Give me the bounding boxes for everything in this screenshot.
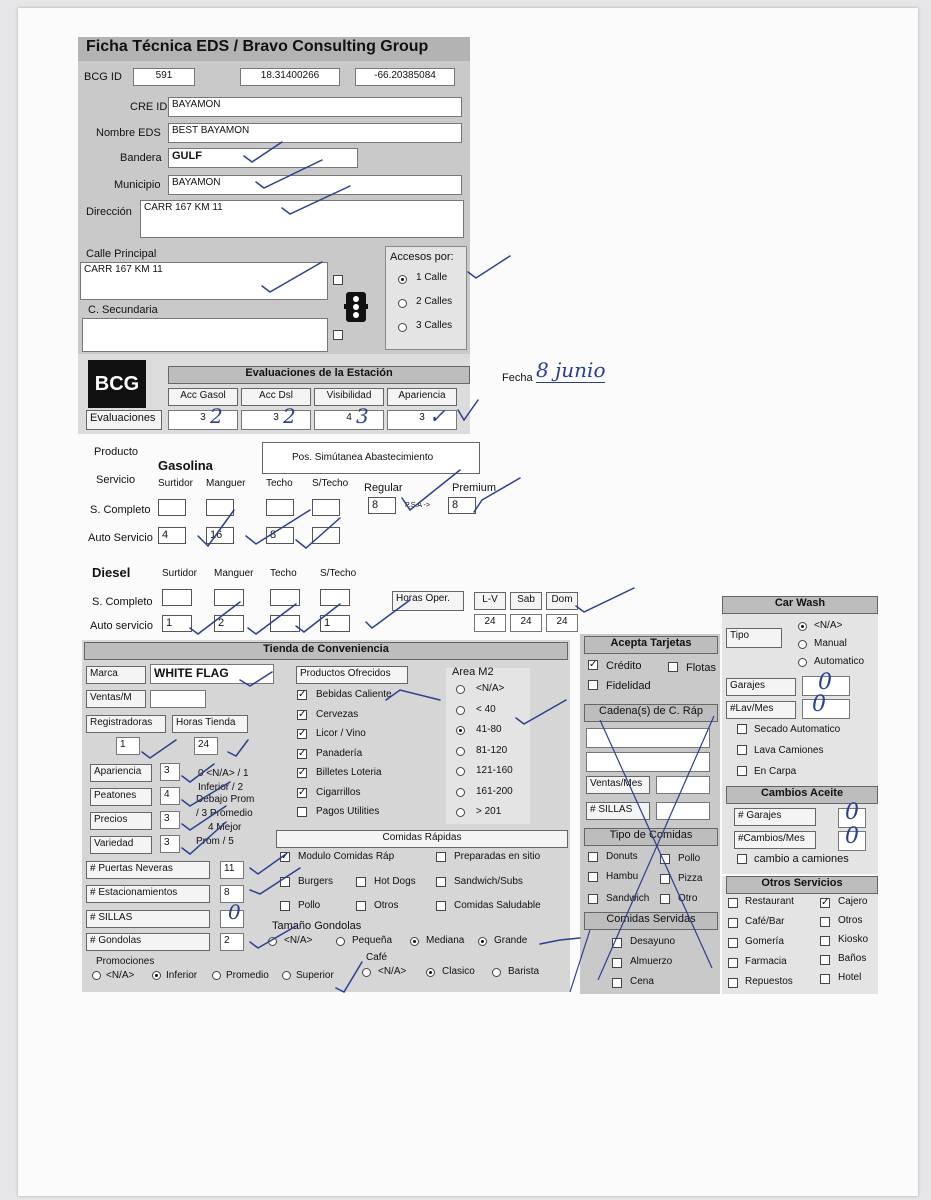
registradoras-field[interactable]: 1 — [116, 737, 140, 755]
regular-label: Regular — [364, 482, 403, 494]
tipo-comida-label: Sandwich — [606, 893, 650, 904]
carwash-tipo-radio[interactable] — [798, 658, 807, 667]
eval-row-label: Evaluaciones — [86, 410, 162, 430]
otros-left-label: Restaurant — [745, 896, 794, 907]
lav-mes-label: #Lav/Mes — [726, 701, 796, 719]
nombre-label: Nombre EDS — [96, 127, 161, 139]
peatones-label: Peatones — [90, 788, 152, 806]
area-radio[interactable] — [456, 747, 465, 756]
comida-checkbox[interactable] — [280, 901, 290, 911]
comidas-rapidas-label: Comidas Rápidas — [276, 830, 568, 848]
bandera-field[interactable]: GULF — [168, 148, 358, 168]
producto-label: Bebidas Caliente — [316, 689, 392, 700]
otros-left-checkbox[interactable] — [728, 938, 738, 948]
tamano-radio[interactable] — [478, 937, 487, 946]
eval-value-field[interactable]: 3 — [387, 410, 457, 430]
comida-label: Modulo Comidas Ráp — [298, 851, 395, 862]
fidelidad-checkbox[interactable] — [588, 680, 598, 690]
marca-field[interactable]: WHITE FLAG — [150, 664, 274, 684]
diesel-title: Diesel — [92, 565, 131, 580]
area-option-label: 41-80 — [476, 724, 502, 735]
tienda-title: Tienda de Conveniencia — [84, 642, 568, 660]
comida-checkbox[interactable] — [356, 877, 366, 887]
otros-left-checkbox[interactable] — [728, 898, 738, 908]
puertas-field[interactable]: 11 — [220, 861, 244, 879]
eval-handwritten-mark: ✓ — [429, 404, 446, 428]
producto-checkbox[interactable]: ✓ — [298, 708, 307, 720]
comida-label: Preparadas en sitio — [454, 851, 541, 862]
eval-col-header: Acc Gasol — [168, 388, 238, 406]
aceite-garajes-handwritten: 0 — [845, 800, 859, 825]
cambios-mes-label: #Cambios/Mes — [734, 831, 816, 849]
gas-auto-box[interactable] — [312, 527, 340, 544]
direccion-field[interactable]: CARR 167 KM 11 — [140, 200, 464, 238]
area-radio[interactable] — [456, 685, 465, 694]
tipo-comida-checkbox[interactable] — [588, 894, 598, 904]
tipo-comida-label: Donuts — [606, 851, 638, 862]
acceso-label-1: 1 Calle — [416, 272, 448, 283]
carwash-checkbox[interactable] — [737, 745, 747, 755]
horas-col-label: L-V — [474, 592, 506, 610]
fidelidad-label: Fidelidad — [606, 680, 651, 692]
nombre-field[interactable]: BEST BAYAMON — [168, 123, 462, 143]
carwash-tipo-label: Tipo — [726, 628, 782, 648]
cre-id-label: CRE ID — [130, 101, 168, 113]
area-option-label: 81-120 — [476, 744, 508, 756]
comidas-servidas-title: Comidas Servidas — [584, 912, 718, 930]
otros-right-label: Kiosko — [838, 934, 869, 945]
carwash-tipo-label: <N/A> — [814, 620, 843, 631]
lav-mes-field[interactable] — [802, 699, 850, 719]
horas-tienda-field[interactable]: 24 — [194, 737, 218, 755]
carwash-title: Car Wash — [722, 596, 878, 614]
tamano-radio[interactable] — [336, 937, 345, 946]
area-option-label: 121-160 — [476, 765, 513, 776]
cadena-ventas-label: Ventas/Mes — [586, 776, 650, 794]
gas-auto-box[interactable]: 8 — [266, 527, 294, 544]
producto-label: Panadería — [316, 747, 363, 759]
dsl-s-completo-box[interactable] — [270, 589, 300, 606]
cafe-radio[interactable] — [426, 968, 435, 977]
servida-checkbox[interactable] — [612, 938, 622, 948]
fecha-label: Fecha — [502, 372, 533, 384]
carwash-check-label: Lava Camiones — [754, 745, 824, 756]
tipo-comida-checkbox[interactable] — [660, 854, 670, 864]
garajes-label: Garajes — [726, 678, 796, 696]
pos-label: Pos. Simútanea Abastecimiento — [292, 452, 434, 463]
tipo-comida-label: Pizza — [678, 873, 703, 884]
dsl-auto-box[interactable]: 2 — [214, 615, 244, 632]
otros-left-label: Café/Bar — [745, 916, 785, 927]
otros-right-checkbox[interactable]: ✓ — [821, 897, 830, 908]
traffic-light-icon — [344, 290, 368, 324]
longitude-field[interactable]: -66.20385084 — [355, 68, 455, 86]
fecha-handwritten: 8 junio — [536, 358, 606, 382]
gas-col-label: Techo — [266, 478, 293, 489]
bcg-logo: BCG — [88, 360, 146, 408]
carwash-checkbox[interactable] — [737, 724, 747, 734]
gondolas-field[interactable]: 2 — [220, 933, 244, 951]
eval-value-field[interactable]: 4 — [314, 410, 384, 430]
producto-label: Billetes Loteria — [316, 767, 382, 778]
area-radio[interactable] — [456, 767, 465, 776]
psa-label: P.S.A -> — [405, 502, 430, 509]
puertas-label: # Puertas Neveras — [86, 861, 210, 879]
variedad-label: Variedad — [90, 836, 152, 854]
area-option-label: 161-200 — [476, 785, 513, 797]
producto-checkbox[interactable]: ✓ — [298, 767, 307, 778]
tipo-comida-checkbox[interactable] — [588, 852, 598, 862]
producto-checkbox[interactable]: ✓ — [298, 689, 307, 700]
eval-handwritten-mark: 2 — [283, 404, 296, 428]
form-title: Ficha Técnica EDS / Bravo Consulting Group — [86, 38, 429, 55]
otros-right-label: Baños — [838, 953, 867, 964]
gas-auto-label: Auto Servicio — [88, 532, 153, 544]
cafe-option-label: Clasico — [442, 966, 475, 977]
tipo-comida-label: Pollo — [678, 853, 701, 864]
dsl-auto-label: Auto servicio — [90, 620, 153, 632]
bcg-id-field[interactable]: 591 — [133, 68, 195, 86]
gondolas-label: # Gondolas — [86, 933, 210, 951]
horas-col-label: Dom — [546, 592, 578, 610]
apariencia-field[interactable]: 3 — [160, 763, 180, 781]
servida-checkbox[interactable] — [612, 958, 622, 968]
acceso-radio-1[interactable] — [398, 275, 407, 284]
precios-field[interactable]: 3 — [160, 811, 180, 829]
eval-col-header: Visibilidad — [314, 388, 384, 406]
escala-label: / 3 Promedio — [196, 808, 253, 819]
comida-label: Hot Dogs — [374, 876, 416, 887]
gas-auto-box[interactable]: 16 — [206, 527, 234, 544]
cadena-sillas-field[interactable] — [656, 802, 710, 820]
latitude-field[interactable]: 18.31400266 — [240, 68, 340, 86]
tamano-label: Tamaño Gondolas — [272, 920, 362, 932]
otros-left-label: Repuestos — [745, 976, 793, 987]
tamano-label: Grande — [494, 935, 528, 946]
lav-mes-handwritten: 0 — [812, 692, 826, 717]
cafe-option-label: Barista — [508, 966, 540, 977]
carwash-tipo-radio[interactable] — [798, 622, 807, 631]
otros-right-label: Hotel — [838, 972, 862, 983]
eval-handwritten-mark: 3 — [356, 404, 369, 428]
comida-label: Burgers — [298, 876, 334, 887]
flotas-label: Flotas — [686, 662, 716, 674]
escala-label: Prom / 5 — [196, 836, 234, 847]
garajes-handwritten: 0 — [818, 670, 832, 695]
sillas-handwritten: 0 — [228, 900, 241, 924]
producto-label: Cervezas — [316, 708, 359, 720]
acceso-label-2: 2 Calles — [416, 296, 453, 307]
comida-checkbox[interactable]: ✓ — [281, 851, 290, 862]
dsl-auto-box[interactable] — [270, 615, 300, 632]
escala-label: 0 <N/A> / 1 — [198, 768, 249, 779]
otros-left-checkbox[interactable] — [728, 978, 738, 988]
credito-checkbox[interactable]: ✓ — [589, 659, 598, 670]
otros-right-label: Otros — [838, 915, 863, 926]
otros-right-checkbox[interactable] — [820, 936, 830, 946]
promo-label: Superior — [296, 970, 334, 981]
otros-left-checkbox[interactable] — [728, 958, 738, 968]
dsl-s-completo-box[interactable] — [320, 589, 350, 606]
variedad-field[interactable]: 3 — [160, 835, 180, 853]
cafe-radio[interactable] — [492, 968, 501, 977]
carwash-tipo-radio[interactable] — [798, 640, 807, 649]
cafe-option-label: <N/A> — [378, 966, 407, 977]
tamano-label: <N/A> — [284, 935, 313, 946]
eval-title: Evaluaciones de la Estación — [168, 366, 470, 384]
gas-s-completo-box[interactable] — [206, 499, 234, 516]
area-radio[interactable] — [456, 726, 465, 735]
registradoras-label: Registradoras — [86, 715, 166, 733]
apariencia-label: Apariencia — [90, 764, 152, 782]
flotas-checkbox[interactable] — [668, 662, 678, 672]
cre-id-field[interactable]: BAYAMON — [168, 97, 462, 117]
aceite-title: Cambios Aceite — [726, 786, 878, 804]
promo-label: Promedio — [226, 970, 269, 981]
camiones-checkbox[interactable] — [737, 854, 747, 864]
acceso-label-3: 3 Calles — [416, 320, 453, 331]
cadena-title: Cadena(s) de C. Ráp — [584, 704, 718, 722]
escala-label: 4 Mejor — [208, 822, 242, 833]
otros-right-label: Cajero — [838, 896, 868, 907]
gas-col-label: Manguer — [206, 478, 246, 489]
bcg-id-label: BCG ID — [84, 71, 122, 83]
escala-label: Inferior / 2 — [198, 782, 244, 793]
bandera-label: Bandera — [120, 152, 162, 164]
camiones-label: cambio a camiones — [754, 853, 849, 865]
producto-label: Producto — [94, 446, 139, 458]
cafe-radio[interactable] — [362, 968, 371, 977]
horas-oper-label: Horas Oper. — [392, 591, 464, 611]
accesos-label: Accesos por: — [390, 251, 454, 263]
gas-s-completo-box[interactable] — [312, 499, 340, 516]
comida-checkbox[interactable] — [436, 852, 446, 862]
area-option-label: < 40 — [476, 703, 496, 715]
producto-checkbox[interactable]: ✓ — [298, 786, 307, 798]
eval-value-field[interactable]: 3 — [241, 410, 311, 430]
municipio-field[interactable]: BAYAMON — [168, 175, 462, 195]
area-label: Area M2 — [452, 666, 494, 678]
dsl-auto-box[interactable]: 1 — [162, 615, 192, 632]
comida-checkbox[interactable] — [436, 877, 446, 887]
producto-checkbox[interactable]: ✓ — [298, 728, 307, 739]
tamano-radio[interactable] — [268, 937, 277, 946]
producto-checkbox[interactable]: ✓ — [298, 747, 307, 759]
promo-radio[interactable] — [212, 971, 221, 980]
eval-col-header: Apariencia — [387, 388, 457, 406]
cadena-ventas-field[interactable] — [656, 776, 710, 794]
estac-label: # Estacionamientos — [86, 885, 210, 903]
comida-label: Pollo — [298, 900, 321, 911]
direccion-label: Dirección — [86, 206, 132, 218]
cadena-field-2[interactable] — [586, 752, 710, 772]
calle-secundaria-label: C. Secundaria — [88, 304, 158, 316]
dsl-col-label: Manguer — [214, 568, 254, 579]
comida-checkbox[interactable] — [436, 901, 446, 911]
ventas-m-field[interactable] — [150, 690, 206, 708]
comida-label: Otros — [374, 900, 399, 911]
servida-label: Almuerzo — [630, 956, 673, 967]
cambios-mes-handwritten: 0 — [845, 824, 859, 849]
eval-handwritten-mark: 2 — [210, 404, 223, 428]
tarjetas-title: Acepta Tarjetas — [584, 636, 718, 654]
gas-s-completo-box[interactable] — [266, 499, 294, 516]
otros-right-checkbox[interactable] — [820, 917, 830, 927]
servida-label: Cena — [630, 976, 654, 987]
tipo-comidas-title: Tipo de Comidas — [584, 828, 718, 846]
calle-principal-field[interactable]: CARR 167 KM 11 — [80, 262, 328, 300]
premium-label: Premium — [452, 482, 497, 494]
comida-label: Comidas Saludable — [454, 900, 541, 911]
horas-field[interactable]: 24 — [474, 614, 506, 632]
gas-col-label: S/Techo — [312, 478, 349, 489]
principal-checkbox[interactable] — [333, 275, 343, 285]
acceso-radio-3[interactable] — [398, 323, 407, 332]
promo-label: Inferior — [166, 970, 198, 981]
horas-tienda-label: Horas Tienda — [172, 715, 248, 733]
servida-label: Desayuno — [630, 936, 676, 947]
promo-radio[interactable] — [152, 971, 161, 980]
carwash-check-label: En Carpa — [754, 766, 797, 777]
eval-col-header: Acc Dsl — [241, 388, 311, 406]
comida-checkbox[interactable] — [280, 877, 290, 887]
otros-title: Otros Servicios — [726, 876, 878, 894]
cafe-label: Café — [366, 952, 388, 963]
tamano-radio[interactable] — [410, 937, 419, 946]
producto-label: Cigarrillos — [316, 786, 361, 798]
promo-radio[interactable] — [92, 971, 101, 980]
cadena-field-1[interactable] — [586, 728, 710, 748]
peatones-field[interactable]: 4 — [160, 787, 180, 805]
servicio-label: Servicio — [96, 474, 136, 486]
gas-s-completo-label: S. Completo — [90, 504, 151, 516]
calle-secundaria-field[interactable] — [82, 318, 328, 352]
ventas-m-label: Ventas/M — [86, 690, 146, 708]
tipo-comida-label: Otro — [678, 893, 698, 904]
area-radio[interactable] — [456, 788, 465, 797]
area-option-label: <N/A> — [476, 683, 505, 694]
tipo-comida-checkbox[interactable] — [660, 874, 670, 884]
municipio-label: Municipio — [114, 179, 161, 191]
aceite-garajes-label: # Garajes — [734, 808, 816, 826]
area-option-label: > 201 — [476, 806, 502, 817]
gas-col-label: Surtidor — [158, 478, 194, 489]
dsl-s-completo-label: S. Completo — [92, 596, 153, 608]
gasolina-title: Gasolina — [158, 458, 213, 473]
carwash-checkbox[interactable] — [737, 766, 747, 776]
producto-label: Licor / Vino — [316, 728, 366, 739]
gas-auto-box[interactable]: 4 — [158, 527, 186, 544]
comida-checkbox[interactable] — [356, 901, 366, 911]
dsl-s-completo-box[interactable] — [214, 589, 244, 606]
premium-field[interactable]: 8 — [448, 497, 476, 514]
secundaria-checkbox[interactable] — [333, 330, 343, 340]
tipo-comida-checkbox[interactable] — [660, 894, 670, 904]
otros-left-label: Farmacia — [745, 956, 787, 967]
horas-field[interactable]: 24 — [546, 614, 578, 632]
otros-right-checkbox[interactable] — [820, 974, 830, 984]
tamano-label: Mediana — [426, 935, 465, 946]
otros-left-checkbox[interactable] — [728, 918, 738, 928]
estac-field[interactable]: 8 — [220, 885, 244, 903]
dsl-col-label: Techo — [270, 568, 297, 579]
escala-label: Debajo Prom — [196, 794, 255, 805]
area-radio[interactable] — [456, 808, 465, 817]
otros-left-label: Gomería — [745, 936, 784, 947]
calle-principal-label: Calle Principal — [86, 248, 157, 260]
area-radio[interactable] — [456, 706, 465, 715]
servida-checkbox[interactable] — [612, 978, 622, 988]
tamano-label: Pequeña — [352, 935, 393, 946]
cadena-sillas-label: # SILLAS — [586, 802, 650, 820]
promo-radio[interactable] — [282, 971, 291, 980]
tipo-comida-label: Hambu — [606, 871, 639, 882]
producto-checkbox[interactable] — [297, 807, 307, 817]
dsl-s-completo-box[interactable] — [162, 589, 192, 606]
horas-field[interactable]: 24 — [510, 614, 542, 632]
eval-value-field[interactable]: 3 — [168, 410, 238, 430]
credito-label: Crédito — [606, 660, 642, 672]
producto-label: Pagos Utilities — [316, 806, 380, 817]
sillas-label: # SILLAS — [86, 910, 210, 928]
tipo-comida-checkbox[interactable] — [588, 872, 598, 882]
horas-col-label: Sab — [510, 592, 542, 610]
carwash-check-label: Secado Automatico — [754, 724, 841, 735]
comida-label: Sandwich/Subs — [454, 876, 523, 887]
gas-s-completo-box[interactable] — [158, 499, 186, 516]
marca-label: Marca — [86, 666, 146, 684]
otros-right-checkbox[interactable] — [820, 955, 830, 965]
regular-field[interactable]: 8 — [368, 497, 396, 514]
productos-label: Productos Ofrecidos — [296, 666, 408, 684]
dsl-col-label: S/Techo — [320, 568, 357, 579]
promo-label: Promociones — [96, 956, 155, 967]
carwash-tipo-label: Automatico — [814, 656, 865, 667]
precios-label: Precios — [90, 812, 152, 830]
promo-label: <N/A> — [106, 970, 135, 981]
carwash-tipo-label: Manual — [814, 638, 847, 649]
dsl-col-label: Surtidor — [162, 568, 198, 579]
acceso-radio-2[interactable] — [398, 299, 407, 308]
dsl-auto-box[interactable]: 1 — [320, 615, 350, 632]
